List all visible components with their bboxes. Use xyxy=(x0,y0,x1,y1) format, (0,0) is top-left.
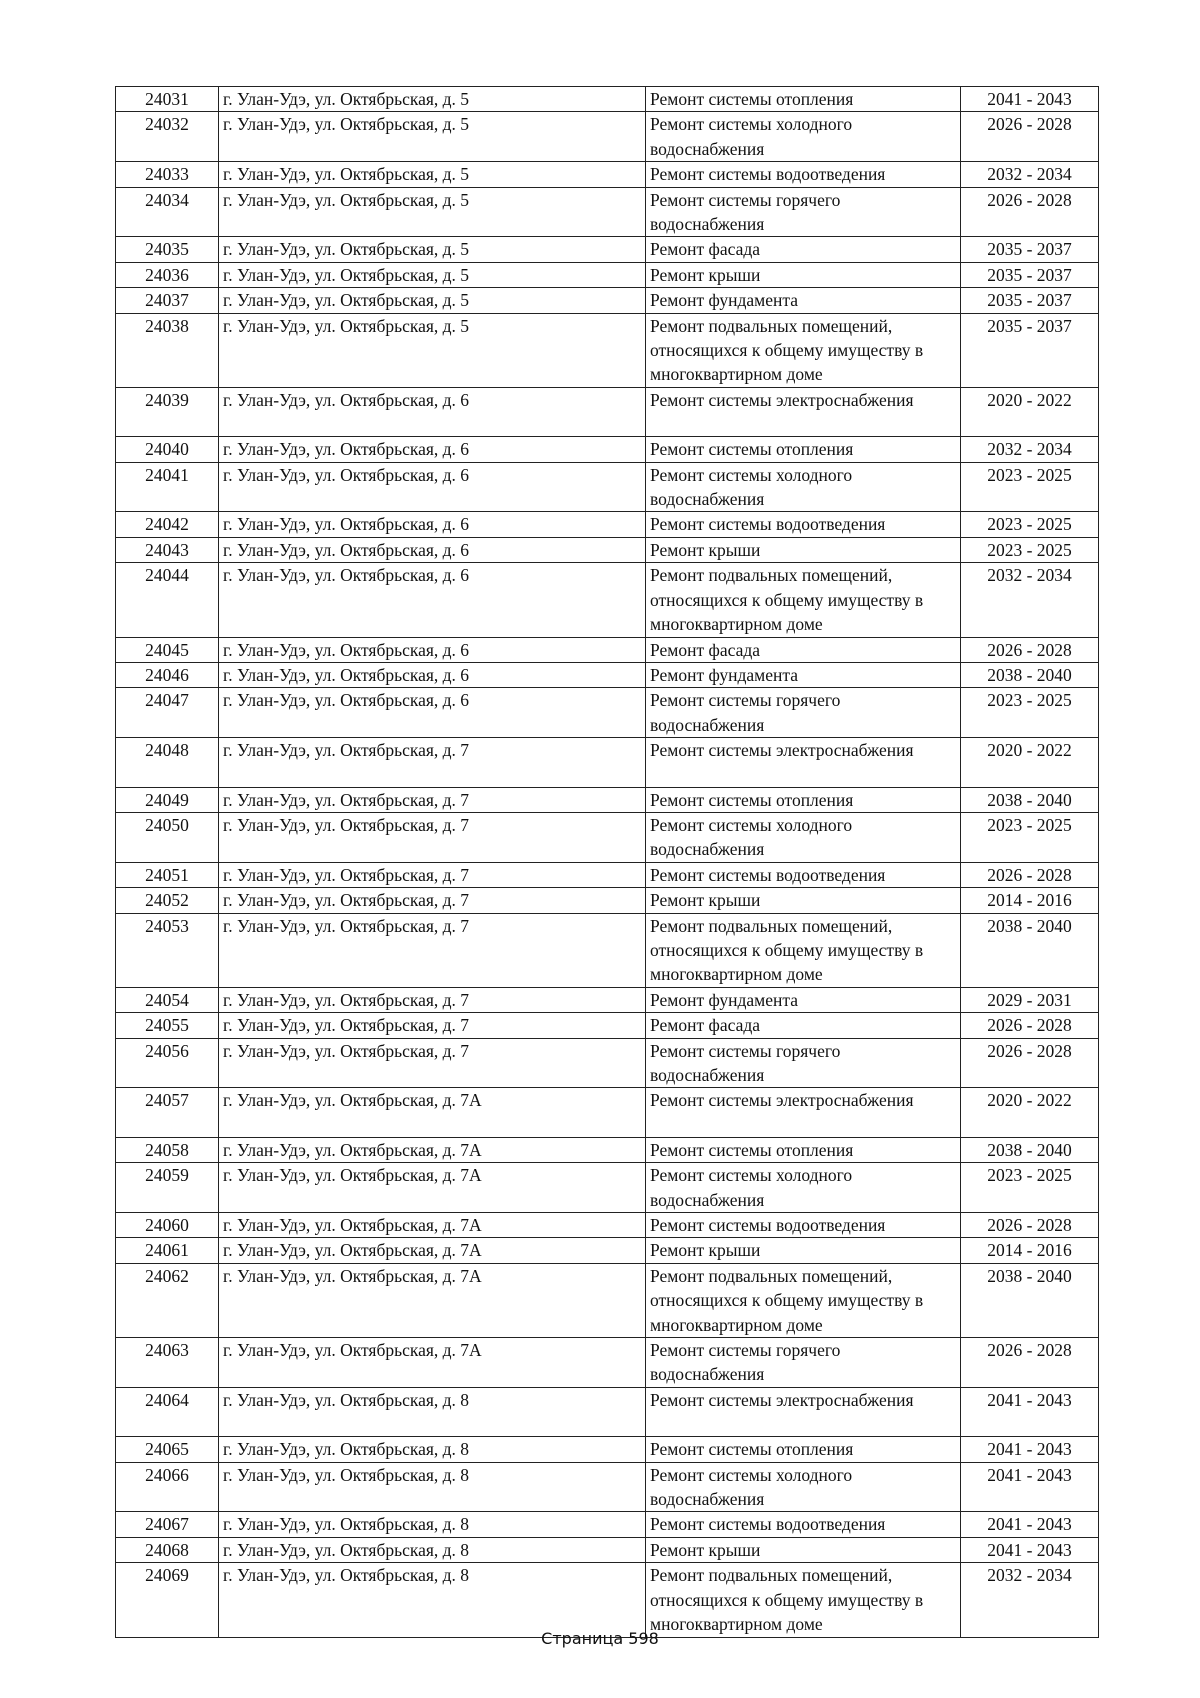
row-id-cell: 24055 xyxy=(116,1013,219,1038)
period-cell: 2026 - 2028 xyxy=(961,1038,1099,1088)
work-type-line: Ремонт системы электроснабжения xyxy=(650,1090,914,1111)
work-type-cell xyxy=(646,313,961,387)
work-type-line: Ремонт подвальных помещений, xyxy=(650,915,893,936)
row-id-cell: 24067 xyxy=(116,1512,219,1537)
period-cell: 2023 - 2025 xyxy=(961,512,1099,537)
address-cell: г. Улан-Удэ, ул. Октябрьская, д. 8 xyxy=(219,1437,646,1462)
work-type-line: водоснабжения xyxy=(650,1364,765,1385)
work-type-cell xyxy=(646,512,961,537)
row-id-cell: 24046 xyxy=(116,662,219,687)
address-cell: г. Улан-Удэ, ул. Октябрьская, д. 7 xyxy=(219,787,646,812)
address-cell: г. Улан-Удэ, ул. Октябрьская, д. 6 xyxy=(219,512,646,537)
table-row xyxy=(116,1088,1099,1137)
work-type-cell xyxy=(646,812,961,862)
address-cell: г. Улан-Удэ, ул. Октябрьская, д. 8 xyxy=(219,1563,646,1637)
period-cell: 2014 - 2016 xyxy=(961,1238,1099,1263)
work-type-line: Ремонт подвальных помещений, xyxy=(650,315,893,336)
work-type-line: водоснабжения xyxy=(650,214,765,235)
work-type-line: Ремонт системы электроснабжения xyxy=(650,389,914,410)
work-type-line: Ремонт системы отопления xyxy=(650,439,854,460)
period-cell: 2020 - 2022 xyxy=(961,1088,1099,1137)
row-id-cell: 24034 xyxy=(116,187,219,237)
period-cell: 2032 - 2034 xyxy=(961,437,1099,462)
period-cell: 2026 - 2028 xyxy=(961,862,1099,887)
work-type-line: Ремонт системы водоотведения xyxy=(650,164,886,185)
work-type-line: Ремонт системы электроснабжения xyxy=(650,1389,914,1410)
work-type-line: водоснабжения xyxy=(650,1489,765,1510)
work-type-cell xyxy=(646,162,961,187)
period-cell: 2026 - 2028 xyxy=(961,112,1099,162)
table-row xyxy=(116,563,1099,637)
work-type-cell xyxy=(646,262,961,287)
address-cell: г. Улан-Удэ, ул. Октябрьская, д. 8 xyxy=(219,1462,646,1512)
row-id-cell: 24032 xyxy=(116,112,219,162)
period-cell: 2041 - 2043 xyxy=(961,1462,1099,1512)
work-type-cell xyxy=(646,1338,961,1388)
row-id-cell: 24061 xyxy=(116,1238,219,1263)
page-number: Страница 598 xyxy=(541,1629,659,1648)
work-type-cell xyxy=(646,87,961,112)
repair-schedule-body xyxy=(116,87,1099,1638)
work-type-line: Ремонт системы электроснабжения xyxy=(650,740,914,761)
work-type-cell xyxy=(646,1437,961,1462)
work-type-line: водоснабжения xyxy=(650,138,765,159)
table-row xyxy=(116,637,1099,662)
table-row xyxy=(116,738,1099,787)
work-type-line: Ремонт системы холодного xyxy=(650,114,853,135)
work-type-line: водоснабжения xyxy=(650,1065,765,1085)
period-cell: 2035 - 2037 xyxy=(961,313,1099,387)
table-row xyxy=(116,987,1099,1012)
work-type-line: Ремонт фасада xyxy=(650,639,761,660)
row-id-cell: 24049 xyxy=(116,787,219,812)
row-id-cell: 24045 xyxy=(116,637,219,662)
work-type-cell xyxy=(646,288,961,313)
address-cell: г. Улан-Удэ, ул. Октябрьская, д. 5 xyxy=(219,112,646,162)
address-cell: г. Улан-Удэ, ул. Октябрьская, д. 7А xyxy=(219,1338,646,1388)
repair-schedule-table xyxy=(115,86,1099,1638)
table-row xyxy=(116,87,1099,112)
period-cell: 2023 - 2025 xyxy=(961,1163,1099,1213)
row-id-cell: 24051 xyxy=(116,862,219,887)
address-cell: г. Улан-Удэ, ул. Октябрьская, д. 7А xyxy=(219,1088,646,1137)
address-cell: г. Улан-Удэ, ул. Октябрьская, д. 7 xyxy=(219,987,646,1012)
row-id-cell: 24043 xyxy=(116,537,219,562)
work-type-cell xyxy=(646,462,961,512)
row-id-cell: 24047 xyxy=(116,688,219,738)
work-type-line: Ремонт подвальных помещений, xyxy=(650,565,893,586)
work-type-cell xyxy=(646,537,961,562)
address-cell: г. Улан-Удэ, ул. Октябрьская, д. 6 xyxy=(219,437,646,462)
row-id-cell: 24059 xyxy=(116,1163,219,1213)
table-row xyxy=(116,313,1099,387)
table-row xyxy=(116,1013,1099,1038)
table-row xyxy=(116,1263,1099,1337)
table-row xyxy=(116,1238,1099,1263)
table-row xyxy=(116,1163,1099,1213)
work-type-line: водоснабжения xyxy=(650,1189,765,1210)
work-type-cell xyxy=(646,387,961,436)
table-row xyxy=(116,1462,1099,1512)
work-type-line: Ремонт крыши xyxy=(650,1539,761,1560)
work-type-cell xyxy=(646,1038,961,1088)
work-type-line: Ремонт системы горячего xyxy=(650,189,841,210)
address-cell: г. Улан-Удэ, ул. Октябрьская, д. 7А xyxy=(219,1163,646,1213)
address-cell: г. Улан-Удэ, ул. Октябрьская, д. 7 xyxy=(219,738,646,787)
row-id-cell: 24064 xyxy=(116,1387,219,1436)
work-type-line: водоснабжения xyxy=(650,714,765,735)
table-row xyxy=(116,888,1099,913)
work-type-line: Ремонт крыши xyxy=(650,1240,761,1261)
period-cell: 2041 - 2043 xyxy=(961,1537,1099,1562)
table-row xyxy=(116,1137,1099,1162)
table-row xyxy=(116,862,1099,887)
work-type-line: Ремонт крыши xyxy=(650,539,761,560)
row-id-cell: 24062 xyxy=(116,1263,219,1337)
work-type-cell xyxy=(646,862,961,887)
work-type-cell xyxy=(646,1263,961,1337)
work-type-line: Ремонт системы отопления xyxy=(650,789,854,810)
period-cell: 2038 - 2040 xyxy=(961,787,1099,812)
work-type-cell xyxy=(646,1537,961,1562)
period-cell: 2023 - 2025 xyxy=(961,537,1099,562)
period-cell: 2035 - 2037 xyxy=(961,262,1099,287)
work-type-line: Ремонт системы холодного xyxy=(650,814,853,835)
table-row xyxy=(116,537,1099,562)
table-row xyxy=(116,262,1099,287)
work-type-line: водоснабжения xyxy=(650,489,765,510)
period-cell: 2038 - 2040 xyxy=(961,1137,1099,1162)
row-id-cell: 24065 xyxy=(116,1437,219,1462)
work-type-line: Ремонт системы водоотведения xyxy=(650,864,886,885)
work-type-cell xyxy=(646,237,961,262)
work-type-cell xyxy=(646,688,961,738)
work-type-line: Ремонт подвальных помещений, xyxy=(650,1565,893,1586)
period-cell: 2029 - 2031 xyxy=(961,987,1099,1012)
address-cell: г. Улан-Удэ, ул. Октябрьская, д. 7А xyxy=(219,1238,646,1263)
work-type-cell xyxy=(646,787,961,812)
address-cell: г. Улан-Удэ, ул. Октябрьская, д. 5 xyxy=(219,288,646,313)
work-type-line: Ремонт подвальных помещений, xyxy=(650,1265,893,1286)
work-type-cell xyxy=(646,637,961,662)
period-cell: 2023 - 2025 xyxy=(961,688,1099,738)
table-row xyxy=(116,787,1099,812)
period-cell: 2032 - 2034 xyxy=(961,563,1099,637)
table-row xyxy=(116,812,1099,862)
address-cell: г. Улан-Удэ, ул. Октябрьская, д. 6 xyxy=(219,387,646,436)
address-cell: г. Улан-Удэ, ул. Октябрьская, д. 7 xyxy=(219,913,646,987)
work-type-line: Ремонт фундамента xyxy=(650,290,799,311)
period-cell: 2026 - 2028 xyxy=(961,637,1099,662)
row-id-cell: 24057 xyxy=(116,1088,219,1137)
row-id-cell: 24040 xyxy=(116,437,219,462)
work-type-line: многоквартирном доме xyxy=(650,964,823,985)
table-row xyxy=(116,288,1099,313)
period-cell: 2041 - 2043 xyxy=(961,1437,1099,1462)
address-cell: г. Улан-Удэ, ул. Октябрьская, д. 7 xyxy=(219,1038,646,1088)
work-type-cell xyxy=(646,437,961,462)
period-cell: 2041 - 2043 xyxy=(961,1387,1099,1436)
work-type-cell xyxy=(646,662,961,687)
address-cell: г. Улан-Удэ, ул. Октябрьская, д. 8 xyxy=(219,1512,646,1537)
period-cell: 2035 - 2037 xyxy=(961,288,1099,313)
table-row xyxy=(116,913,1099,987)
work-type-cell xyxy=(646,1137,961,1162)
address-cell: г. Улан-Удэ, ул. Октябрьская, д. 7 xyxy=(219,1013,646,1038)
period-cell: 2014 - 2016 xyxy=(961,888,1099,913)
period-cell: 2035 - 2037 xyxy=(961,237,1099,262)
row-id-cell: 24068 xyxy=(116,1537,219,1562)
period-cell: 2038 - 2040 xyxy=(961,662,1099,687)
row-id-cell: 24069 xyxy=(116,1563,219,1637)
period-cell: 2032 - 2034 xyxy=(961,1563,1099,1637)
row-id-cell: 24050 xyxy=(116,812,219,862)
work-type-line: относящихся к общему имуществу в xyxy=(650,1290,924,1311)
work-type-cell xyxy=(646,1462,961,1512)
work-type-line: Ремонт фундамента xyxy=(650,989,799,1010)
row-id-cell: 24054 xyxy=(116,987,219,1012)
period-cell: 2026 - 2028 xyxy=(961,1013,1099,1038)
address-cell: г. Улан-Удэ, ул. Октябрьская, д. 8 xyxy=(219,1537,646,1562)
work-type-cell xyxy=(646,913,961,987)
address-cell: г. Улан-Удэ, ул. Октябрьская, д. 7А xyxy=(219,1137,646,1162)
work-type-cell xyxy=(646,1563,961,1637)
work-type-cell xyxy=(646,112,961,162)
period-cell: 2026 - 2028 xyxy=(961,1213,1099,1238)
table-row xyxy=(116,1213,1099,1238)
row-id-cell: 24037 xyxy=(116,288,219,313)
period-cell: 2023 - 2025 xyxy=(961,462,1099,512)
work-type-line: Ремонт крыши xyxy=(650,264,761,285)
table-row xyxy=(116,1563,1099,1637)
work-type-line: Ремонт крыши xyxy=(650,890,761,911)
address-cell: г. Улан-Удэ, ул. Октябрьская, д. 6 xyxy=(219,537,646,562)
row-id-cell: 24031 xyxy=(116,87,219,112)
period-cell: 2020 - 2022 xyxy=(961,738,1099,787)
address-cell: г. Улан-Удэ, ул. Октябрьская, д. 5 xyxy=(219,162,646,187)
work-type-cell xyxy=(646,1088,961,1137)
work-type-line: Ремонт системы отопления xyxy=(650,1439,854,1460)
work-type-line: Ремонт фасада xyxy=(650,1015,761,1036)
work-type-line: Ремонт системы водоотведения xyxy=(650,514,886,535)
address-cell: г. Улан-Удэ, ул. Октябрьская, д. 6 xyxy=(219,462,646,512)
work-type-line: Ремонт системы горячего xyxy=(650,1040,841,1061)
work-type-line: Ремонт системы холодного xyxy=(650,464,853,485)
work-type-line: Ремонт системы холодного xyxy=(650,1165,853,1186)
period-cell: 2023 - 2025 xyxy=(961,812,1099,862)
address-cell: г. Улан-Удэ, ул. Октябрьская, д. 5 xyxy=(219,187,646,237)
work-type-line: относящихся к общему имуществу в xyxy=(650,589,924,610)
work-type-cell xyxy=(646,1238,961,1263)
row-id-cell: 24058 xyxy=(116,1137,219,1162)
work-type-line: относящихся к общему имуществу в xyxy=(650,340,924,361)
row-id-cell: 24038 xyxy=(116,313,219,387)
table-row xyxy=(116,387,1099,436)
period-cell: 2020 - 2022 xyxy=(961,387,1099,436)
work-type-cell xyxy=(646,563,961,637)
table-row xyxy=(116,1437,1099,1462)
work-type-cell xyxy=(646,1512,961,1537)
work-type-line: водоснабжения xyxy=(650,839,765,860)
work-type-line: Ремонт системы водоотведения xyxy=(650,1215,886,1236)
table-row xyxy=(116,512,1099,537)
address-cell: г. Улан-Удэ, ул. Октябрьская, д. 6 xyxy=(219,688,646,738)
table-row xyxy=(116,1537,1099,1562)
address-cell: г. Улан-Удэ, ул. Октябрьская, д. 6 xyxy=(219,637,646,662)
work-type-cell xyxy=(646,738,961,787)
work-type-line: относящихся к общему имуществу в xyxy=(650,939,924,960)
work-type-cell xyxy=(646,1013,961,1038)
work-type-cell xyxy=(646,1213,961,1238)
row-id-cell: 24052 xyxy=(116,888,219,913)
table-row xyxy=(116,1038,1099,1088)
period-cell: 2038 - 2040 xyxy=(961,913,1099,987)
row-id-cell: 24060 xyxy=(116,1213,219,1238)
address-cell: г. Улан-Удэ, ул. Октябрьская, д. 5 xyxy=(219,313,646,387)
table-row xyxy=(116,112,1099,162)
row-id-cell: 24053 xyxy=(116,913,219,987)
table-row xyxy=(116,1512,1099,1537)
work-type-cell xyxy=(646,987,961,1012)
address-cell: г. Улан-Удэ, ул. Октябрьская, д. 5 xyxy=(219,87,646,112)
address-cell: г. Улан-Удэ, ул. Октябрьская, д. 6 xyxy=(219,662,646,687)
row-id-cell: 24048 xyxy=(116,738,219,787)
work-type-line: многоквартирном доме xyxy=(650,614,823,635)
address-cell: г. Улан-Удэ, ул. Октябрьская, д. 7 xyxy=(219,862,646,887)
row-id-cell: 24063 xyxy=(116,1338,219,1388)
work-type-cell xyxy=(646,1387,961,1436)
table-row xyxy=(116,437,1099,462)
row-id-cell: 24056 xyxy=(116,1038,219,1088)
row-id-cell: 24041 xyxy=(116,462,219,512)
period-cell: 2026 - 2028 xyxy=(961,1338,1099,1388)
table-row xyxy=(116,1387,1099,1436)
work-type-line: Ремонт системы отопления xyxy=(650,89,854,109)
work-type-line: многоквартирном доме xyxy=(650,1314,823,1335)
work-type-line: многоквартирном доме xyxy=(650,1614,823,1635)
row-id-cell: 24042 xyxy=(116,512,219,537)
row-id-cell: 24035 xyxy=(116,237,219,262)
row-id-cell: 24066 xyxy=(116,1462,219,1512)
period-cell: 2038 - 2040 xyxy=(961,1263,1099,1337)
row-id-cell: 24039 xyxy=(116,387,219,436)
table-row xyxy=(116,187,1099,237)
table-row xyxy=(116,662,1099,687)
work-type-line: Ремонт фасада xyxy=(650,239,761,260)
work-type-line: Ремонт фундамента xyxy=(650,664,799,685)
address-cell: г. Улан-Удэ, ул. Октябрьская, д. 6 xyxy=(219,563,646,637)
work-type-line: Ремонт системы холодного xyxy=(650,1464,853,1485)
row-id-cell: 24044 xyxy=(116,563,219,637)
work-type-cell xyxy=(646,888,961,913)
work-type-cell xyxy=(646,1163,961,1213)
period-cell: 2026 - 2028 xyxy=(961,187,1099,237)
address-cell: г. Улан-Удэ, ул. Октябрьская, д. 5 xyxy=(219,262,646,287)
work-type-line: Ремонт системы горячего xyxy=(650,1340,841,1361)
work-type-line: Ремонт системы горячего xyxy=(650,690,841,711)
address-cell: г. Улан-Удэ, ул. Октябрьская, д. 7А xyxy=(219,1263,646,1337)
table-row xyxy=(116,237,1099,262)
period-cell: 2041 - 2043 xyxy=(961,87,1099,112)
address-cell: г. Улан-Удэ, ул. Октябрьская, д. 7А xyxy=(219,1213,646,1238)
table-row xyxy=(116,1338,1099,1388)
table-row xyxy=(116,462,1099,512)
address-cell: г. Улан-Удэ, ул. Октябрьская, д. 5 xyxy=(219,237,646,262)
address-cell: г. Улан-Удэ, ул. Октябрьская, д. 7 xyxy=(219,812,646,862)
work-type-cell xyxy=(646,187,961,237)
table-row xyxy=(116,688,1099,738)
address-cell: г. Улан-Удэ, ул. Октябрьская, д. 8 xyxy=(219,1387,646,1436)
work-type-line: Ремонт системы отопления xyxy=(650,1139,854,1160)
work-type-line: относящихся к общему имуществу в xyxy=(650,1589,924,1610)
work-type-line: Ремонт системы водоотведения xyxy=(650,1514,886,1535)
row-id-cell: 24033 xyxy=(116,162,219,187)
address-cell: г. Улан-Удэ, ул. Октябрьская, д. 7 xyxy=(219,888,646,913)
row-id-cell: 24036 xyxy=(116,262,219,287)
work-type-line: многоквартирном доме xyxy=(650,364,823,385)
period-cell: 2032 - 2034 xyxy=(961,162,1099,187)
period-cell: 2041 - 2043 xyxy=(961,1512,1099,1537)
table-row xyxy=(116,162,1099,187)
